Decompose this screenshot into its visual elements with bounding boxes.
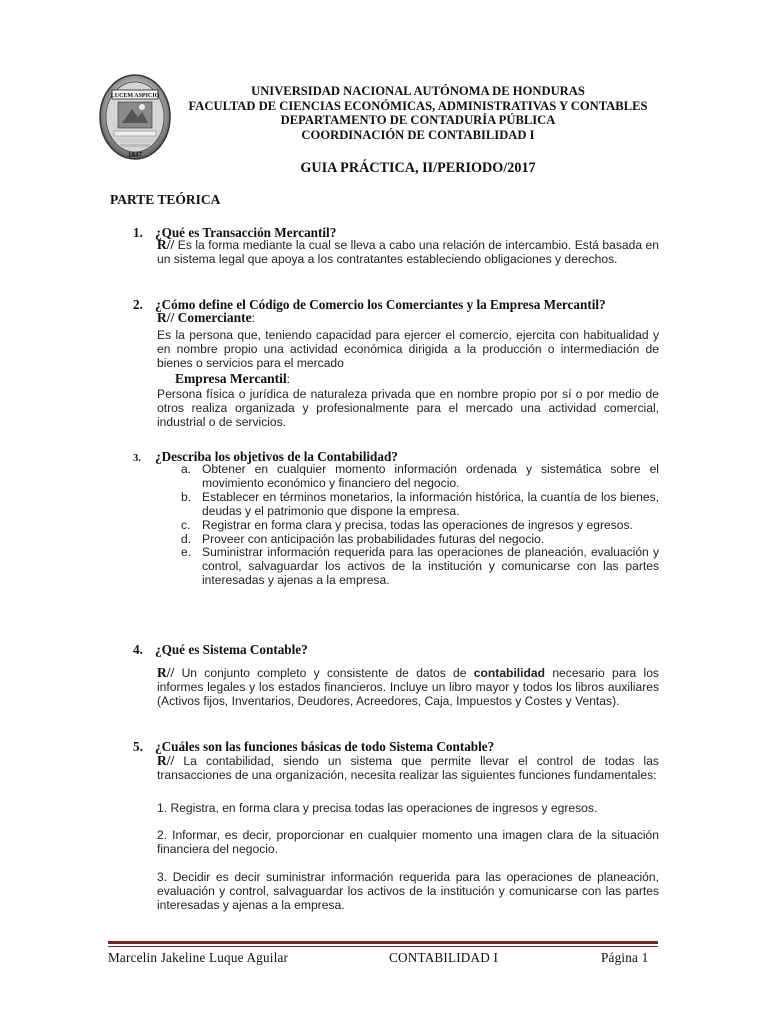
footer-author: Marcelin Jakeline Luque Aguilar	[108, 950, 289, 965]
list-letter: a.	[181, 462, 192, 476]
answer-2-comerciante: Es la persona que, teniendo capacidad para ejercer el comercio, ejercita con habitualidad y en nombre propio una actividad económica dirigida a la producción o intermediación de bienes o servicios para el mercado	[157, 328, 659, 371]
answer-text: Es la forma mediante la cual se lleva a cabo una relación de intercambio. Está basada en un sistema legal que apoya a los contratantes estableciendo obligaciones y derechos.	[157, 238, 659, 267]
answer-text-pre: Un conjunto completo y consistente de datos de	[181, 666, 474, 680]
faculty-name: FACULTAD DE CIENCIAS ECONÓMICAS, ADMINISTRATIVAS Y CONTABLES	[188, 98, 648, 113]
guide-title: GUIA PRÁCTICA, II/PERIODO/2017	[300, 160, 536, 176]
list-text: Establecer en términos monetarios, la información histórica, la cuantía de los bienes, deudas y el patrimonio que dispone la empresa.	[202, 489, 659, 518]
seal-year: 1847	[128, 151, 142, 159]
question-number: 4.	[133, 642, 143, 657]
list-item	[157, 519, 659, 533]
list-item	[157, 491, 659, 519]
question-text: ¿Cómo define el Código de Comercio los Comerciantes y la Empresa Mercantil?	[155, 297, 606, 312]
answer-label: R//	[157, 665, 175, 680]
seal-banner-text: LUCEM ASPICIO	[110, 93, 160, 99]
function-point-1: 1. Registra, en forma clara y precisa todas las operaciones de ingresos y egresos.	[157, 801, 598, 815]
answer-5	[157, 754, 659, 782]
list-item	[157, 463, 659, 491]
list-letter: c.	[181, 517, 191, 532]
answer-text-bold: contabilidad	[473, 666, 546, 680]
list-letter: d.	[181, 531, 192, 546]
answer-1	[157, 238, 659, 266]
question-number: 3.	[133, 453, 141, 464]
answer-label: R//	[157, 753, 175, 768]
department-name: DEPARTAMENTO DE CONTADURÍA PÚBLICA	[280, 113, 556, 127]
objectives-list	[157, 463, 659, 588]
answer-text: La contabilidad, siendo un sistema que permite llevar el control de todas las transacciones de una organización, necesita realizar las siguientes funciones fundamentales:	[157, 754, 659, 783]
answer-label-comerciante: R// Comerciante	[157, 310, 252, 325]
answer-2-label: R// Comerciante:	[157, 310, 255, 325]
part-title: PARTE TEÓRICA	[110, 192, 221, 207]
footer-course: CONTABILIDAD I	[389, 950, 499, 965]
answer-2-sublabel: Empresa Mercantil:	[175, 371, 290, 386]
question-text: ¿Cuáles son las funciones básicas de todo Sistema Contable?	[155, 739, 495, 754]
list-text: Suministrar información requerida para las operaciones de planeación, evaluación y control, salvaguardar los activos de la institución y comunicarse con las partes interesadas y ajenas a la empresa.	[202, 545, 659, 588]
answer-2-empresa: Persona física o jurídica de naturaleza privada que en nombre propio por sí o por medio de otros realiza organizada y profesionalmente para el mercado una actividad comercial, industrial o de servicios.	[157, 387, 659, 430]
list-text: Proveer con anticipación las probabilidades futuras del negocio.	[202, 531, 545, 546]
list-text: Obtener en cualquier momento información ordenada y sistemática sobre el movimiento económico y financiero del negocio.	[202, 462, 659, 490]
question-5	[133, 739, 494, 755]
sublabel-empresa-mercantil: Empresa Mercantil	[175, 371, 287, 386]
function-point-3: 3. Decidir es decir suministrar información requerida para las operaciones de planeación, evaluación y control, salvaguardar los activos de la institución y comunicarse con las partes interesadas y ajenas a la empresa.	[157, 870, 659, 913]
footer-divider-thin	[108, 946, 658, 947]
answer-label: R//	[157, 237, 175, 252]
question-text: ¿Describa los objetivos de la Contabilidad?	[155, 449, 398, 464]
question-text: ¿Qué es Transacción Mercantil?	[155, 225, 337, 240]
answer-text-post: necesario para los informes legales y los estados financieros. Incluye un libro mayor y todos los libros auxiliares (Activos fijos, Inventarios, Deudores, Acreedores, Caja, Impuestos y Costes y Ventas).	[157, 666, 659, 709]
question-number: 2.	[133, 297, 143, 312]
coordination-name: COORDINACIÓN DE CONTABILIDAD I	[301, 127, 535, 142]
question-text: ¿Qué es Sistema Contable?	[155, 642, 308, 657]
list-text: Registrar en forma clara y precisa, todas las operaciones de ingresos y egresos.	[202, 517, 633, 532]
university-name: UNIVERSIDAD NACIONAL AUTÓNOMA DE HONDURAS	[251, 84, 585, 98]
list-letter: e.	[181, 545, 192, 560]
question-number: 1.	[133, 225, 143, 240]
question-number: 5.	[133, 739, 143, 754]
question-4	[133, 642, 308, 658]
list-item	[157, 546, 659, 588]
list-item	[157, 533, 659, 547]
footer-divider	[108, 941, 658, 944]
university-seal-icon	[98, 73, 172, 161]
document-header	[170, 84, 666, 142]
footer-page-number: Página 1	[601, 950, 649, 965]
list-letter: b.	[181, 489, 192, 504]
answer-4	[157, 666, 659, 709]
function-point-2: 2. Informar, es decir, proporcionar en cualquier momento una imagen clara de la situación financiera del negocio.	[157, 828, 659, 857]
